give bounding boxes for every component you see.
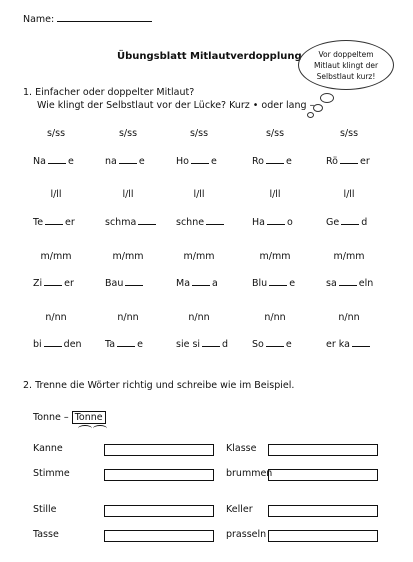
gap-blank[interactable] bbox=[117, 338, 135, 347]
task2-heading: 2. Trenne die Wörter richtig und schreibe wie im Beispiel. bbox=[23, 380, 295, 391]
gap-word bbox=[33, 155, 99, 167]
task2-word: Stille bbox=[33, 504, 57, 515]
option-label: s/ss bbox=[339, 128, 359, 139]
gap-blank[interactable] bbox=[48, 155, 66, 164]
gap-word bbox=[326, 216, 392, 228]
gap-word bbox=[252, 216, 318, 228]
option-label: m/mm bbox=[259, 251, 291, 262]
answer-box[interactable] bbox=[268, 444, 378, 456]
word-prefix: schne bbox=[176, 217, 205, 228]
option-label: l/ll bbox=[122, 189, 134, 200]
word-prefix: Na bbox=[33, 156, 46, 167]
word-prefix: Ta bbox=[105, 339, 116, 350]
task2-word: prasseln bbox=[226, 529, 267, 540]
page-title: Übungsblatt Mitlautverdopplung bbox=[117, 51, 302, 62]
word-prefix: na bbox=[105, 156, 117, 167]
word-prefix: Rö bbox=[326, 156, 338, 167]
gap-word bbox=[326, 155, 392, 167]
word-prefix: Bau bbox=[105, 278, 124, 289]
gap-blank[interactable] bbox=[44, 338, 62, 347]
gap-word bbox=[105, 277, 171, 289]
gap-word bbox=[105, 216, 171, 228]
task2-word: Klasse bbox=[226, 443, 257, 454]
gap-word bbox=[33, 216, 99, 228]
gap-blank[interactable] bbox=[191, 155, 209, 164]
example-answer: Tonne bbox=[72, 411, 106, 424]
gap-blank[interactable] bbox=[119, 155, 137, 164]
option-label: l/ll bbox=[50, 189, 62, 200]
gap-word bbox=[176, 216, 242, 228]
name-line[interactable] bbox=[57, 12, 152, 22]
gap-blank[interactable] bbox=[192, 277, 210, 286]
hint-bubble bbox=[298, 40, 394, 90]
word-prefix: Ha bbox=[252, 217, 265, 228]
option-label: m/mm bbox=[183, 251, 215, 262]
answer-box[interactable] bbox=[104, 505, 214, 517]
bubble-line-3: Selbstlaut kurz! bbox=[316, 71, 376, 81]
word-suffix: er bbox=[64, 278, 74, 289]
word-suffix: den bbox=[63, 339, 82, 350]
gap-blank[interactable] bbox=[352, 338, 370, 347]
gap-word bbox=[33, 338, 99, 350]
answer-box[interactable] bbox=[268, 505, 378, 517]
gap-word bbox=[105, 155, 171, 167]
option-label: s/ss bbox=[46, 128, 66, 139]
option-label: m/mm bbox=[40, 251, 72, 262]
answer-box[interactable] bbox=[104, 469, 214, 481]
example-dash: – bbox=[63, 412, 69, 423]
word-prefix: Ho bbox=[176, 156, 189, 167]
word-prefix: Ge bbox=[326, 217, 340, 228]
task2-word: Keller bbox=[226, 504, 253, 515]
task2-word: Kanne bbox=[33, 443, 63, 454]
gap-blank[interactable] bbox=[269, 277, 287, 286]
word-prefix: Te bbox=[33, 217, 44, 228]
gap-blank[interactable] bbox=[341, 216, 359, 225]
gap-blank[interactable] bbox=[45, 216, 63, 225]
option-label: m/mm bbox=[333, 251, 365, 262]
word-prefix: So bbox=[252, 339, 264, 350]
task2-word: brummen bbox=[226, 468, 273, 479]
gap-blank[interactable] bbox=[44, 277, 62, 286]
gap-word bbox=[33, 277, 99, 289]
option-label: s/ss bbox=[265, 128, 285, 139]
word-suffix: e bbox=[67, 156, 74, 167]
word-prefix: schma bbox=[105, 217, 137, 228]
gap-blank[interactable] bbox=[339, 277, 357, 286]
word-suffix: e bbox=[285, 339, 292, 350]
answer-box[interactable] bbox=[104, 530, 214, 542]
gap-word bbox=[105, 338, 171, 350]
word-suffix: e bbox=[289, 278, 296, 289]
word-suffix: e bbox=[138, 156, 145, 167]
option-label: n/nn bbox=[264, 312, 286, 323]
gap-blank[interactable] bbox=[202, 338, 220, 347]
option-label: l/ll bbox=[269, 189, 281, 200]
option-label: l/ll bbox=[343, 189, 355, 200]
gap-word bbox=[176, 277, 242, 289]
gap-blank[interactable] bbox=[340, 155, 358, 164]
word-suffix: d bbox=[361, 217, 368, 228]
task1-heading: 1. Einfacher oder doppelter Mitlaut? bbox=[23, 87, 195, 98]
task2-word: Stimme bbox=[33, 468, 70, 479]
option-label: s/ss bbox=[118, 128, 138, 139]
gap-word bbox=[252, 338, 318, 350]
gap-blank[interactable] bbox=[267, 216, 285, 225]
gap-blank[interactable] bbox=[266, 155, 284, 164]
task1-instruction: Wie klingt der Selbstlaut vor der Lücke? Kurz • oder lang – bbox=[37, 100, 315, 111]
gap-blank[interactable] bbox=[138, 216, 156, 225]
gap-blank[interactable] bbox=[266, 338, 284, 347]
word-suffix: e bbox=[286, 156, 292, 167]
option-label: l/ll bbox=[193, 189, 205, 200]
option-label: s/ss bbox=[189, 128, 209, 139]
word-prefix: bi bbox=[33, 339, 42, 350]
option-label: m/mm bbox=[112, 251, 144, 262]
gap-word bbox=[176, 338, 242, 350]
gap-word bbox=[252, 155, 318, 167]
word-prefix: Ro bbox=[252, 156, 264, 167]
word-suffix: e bbox=[210, 156, 217, 167]
name-field[interactable] bbox=[23, 12, 152, 25]
option-label: n/nn bbox=[188, 312, 210, 323]
answer-box[interactable] bbox=[268, 469, 378, 481]
option-label: n/nn bbox=[338, 312, 360, 323]
gap-word bbox=[176, 155, 242, 167]
word-prefix: Blu bbox=[252, 278, 268, 289]
bubble-puff bbox=[313, 104, 323, 112]
word-suffix: a bbox=[212, 278, 218, 289]
word-suffix: eln bbox=[358, 278, 374, 289]
bubble-puff bbox=[320, 93, 334, 103]
bubble-line-2: Mitlaut klingt der bbox=[313, 60, 379, 70]
answer-box[interactable] bbox=[104, 444, 214, 456]
word-prefix: Zi bbox=[33, 278, 43, 289]
word-prefix: sa bbox=[326, 278, 337, 289]
bubble-puff bbox=[307, 112, 314, 118]
example-row bbox=[33, 412, 106, 423]
name-label: Name: bbox=[23, 14, 55, 25]
option-label: n/nn bbox=[45, 312, 67, 323]
word-suffix: e bbox=[137, 339, 143, 350]
gap-word bbox=[252, 277, 318, 289]
word-prefix: Ma bbox=[176, 278, 191, 289]
gap-word bbox=[326, 338, 392, 350]
syllable-arc bbox=[93, 425, 107, 432]
gap-blank[interactable] bbox=[206, 216, 224, 225]
word-suffix: er bbox=[65, 217, 75, 228]
word-suffix: o bbox=[286, 217, 293, 228]
syllable-arc bbox=[78, 425, 92, 432]
word-prefix: er ka bbox=[326, 339, 350, 350]
option-label: n/nn bbox=[117, 312, 139, 323]
word-suffix: d bbox=[222, 339, 229, 350]
gap-word bbox=[326, 277, 392, 289]
gap-blank[interactable] bbox=[125, 277, 143, 286]
example-word: Tonne bbox=[33, 412, 61, 423]
word-suffix: er bbox=[360, 156, 370, 167]
task2-word: Tasse bbox=[33, 529, 59, 540]
answer-box[interactable] bbox=[268, 530, 378, 542]
word-prefix: sie si bbox=[176, 339, 201, 350]
bubble-line-1: Vor doppeltem bbox=[318, 49, 374, 59]
